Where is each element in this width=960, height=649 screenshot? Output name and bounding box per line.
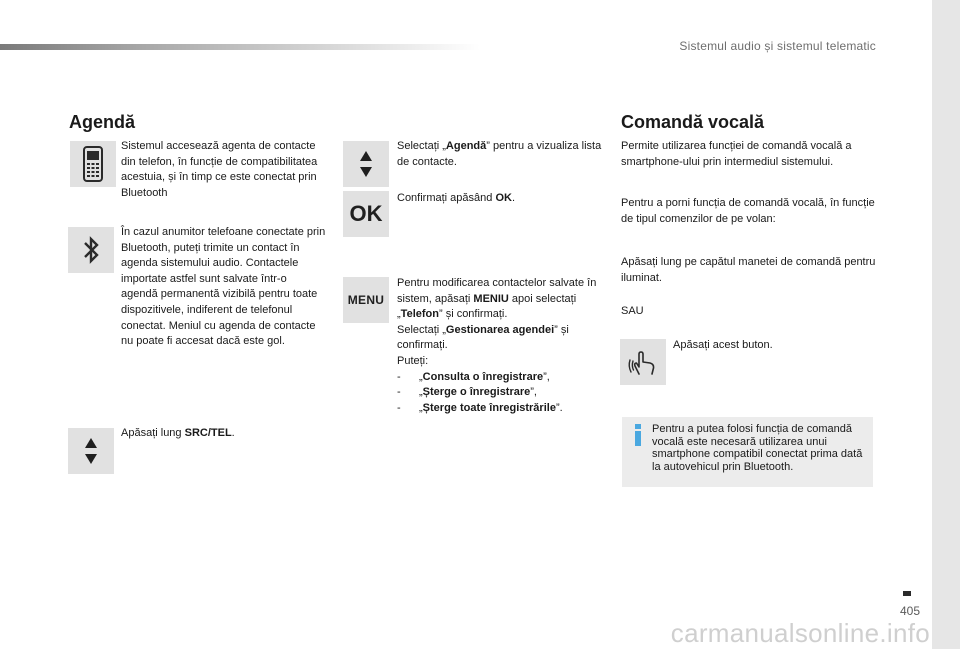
list-dash: - bbox=[397, 370, 401, 383]
bluetooth-icon bbox=[68, 227, 114, 273]
page-marker bbox=[903, 591, 911, 596]
info-box-text: Pentru a putea folosi funcția de comandă vocală este necesară utilizarea unui smartphone compatibil conectat prima dată la autovehicul prin Bluetooth. bbox=[652, 423, 863, 473]
side-tab bbox=[932, 0, 960, 649]
phone-icon bbox=[70, 141, 116, 187]
voice-paragraph-4: Apăsați acest buton. bbox=[673, 339, 773, 351]
up-down-arrows-icon bbox=[343, 141, 389, 187]
list-dash: - bbox=[397, 386, 401, 399]
agenda-paragraph-1: Sistemul accesează agenta de contacte din telefon, în funcție de compatibilitatea acestuia, și în timp ce este conectat prin Bluetooth bbox=[121, 140, 318, 199]
or-label: SAU bbox=[621, 305, 644, 317]
voice-paragraph-2: Pentru a porni funcția de comandă vocală, în funcție de tipul comenzilor de pe volan: bbox=[621, 197, 875, 225]
voice-command-hand-icon bbox=[620, 339, 666, 385]
voice-paragraph-1: Permite utilizarea funcției de comandă vocală a smartphone-ului prin intermediul sistemului. bbox=[621, 140, 852, 168]
select-agenda-text: Selectați „Agendă” pentru a vizualiza lista de contacte. bbox=[397, 140, 602, 168]
page-number: 405 bbox=[899, 604, 920, 618]
watermark: carmanualsonline.info bbox=[670, 618, 930, 648]
header-rule bbox=[0, 44, 480, 50]
agenda-heading: Agendă bbox=[69, 112, 136, 132]
up-down-arrows-icon bbox=[68, 428, 114, 474]
agenda-paragraph-2: În cazul anumitor telefoane conectate prin Bluetooth, puteți trimite un contact în agenda sistemului audio. Contactele importate astfel sunt salvate într-o agendă permanentă vizibilă pentru toate dispozitivele, indiferent de telefonul conectat. Meniul cu agenda de contacte nu poate fi accesat dacă este gol. bbox=[121, 226, 326, 348]
menu-button-icon: MENU bbox=[343, 277, 389, 323]
modify-contacts-text: Pentru modificarea contactelor salvate în sistem, apăsați MENIU apoi selectați „Telefon” și confirmați. Selectați „Gestionarea agendei” și confirmați. Puteți: - „Consulta o înregistrare”, - „Șterge o înregistrare”, - „Șterge toate înregistrările”. bbox=[397, 276, 607, 416]
agenda-paragraph-3: Apăsați lung SRC/TEL. bbox=[121, 427, 235, 439]
confirm-ok-text: Confirmați apăsând OK. bbox=[397, 192, 516, 204]
ok-button-icon: OK bbox=[343, 191, 389, 237]
voice-paragraph-3: Apăsați lung pe capătul manetei de comandă pentru iluminat. bbox=[621, 256, 876, 284]
list-dash: - bbox=[397, 401, 401, 414]
voice-command-heading: Comandă vocală bbox=[621, 112, 765, 132]
section-title: Sistemul audio și sistemul telematic bbox=[679, 39, 876, 53]
info-icon bbox=[632, 424, 644, 446]
